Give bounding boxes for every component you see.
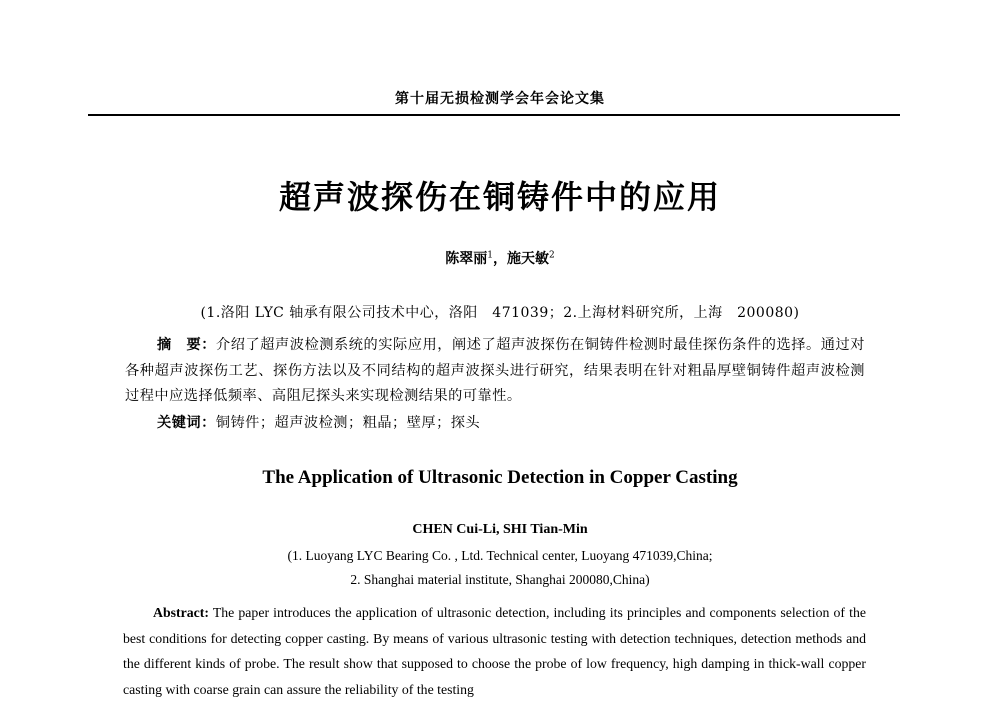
authors-cn: [0, 248, 1000, 268]
affiliation-en-line-2: 2. Shanghai material institute, Shanghai 200080,China): [350, 572, 650, 587]
abstract-text-cn: 介绍了超声波检测系统的实际应用，阐述了超声波探伤在铜铸件检测时最佳探伤条件的选择。通过对各种超声波探伤工艺、探伤方法以及不同结构的超声波探头进行研究，结果表明在针对粗晶厚壁铜铸件超声波检测过程中应选择低频率、高阻尼探头来实现检测结果的可靠性。: [125, 337, 865, 404]
affiliation-en: [0, 544, 1000, 592]
author-2-marker: 2: [549, 250, 555, 261]
abstract-en: [123, 600, 866, 702]
authors-en: CHEN Cui-Li, SHI Tian-Min: [412, 522, 588, 537]
affiliation-cn: (1.洛阳 LYC 轴承有限公司技术中心，洛阳 471039；2.上海材料研究所，上海 200080): [200, 305, 800, 321]
paper-title-cn: 超声波探伤在铜铸件中的应用: [278, 178, 721, 216]
abstract-text-en: The paper introduces the application of ultrasonic detection, including its principles and components selection of the best conditions for detecting copper casting. By means of various ultrasonic testing with detection techniques, detection methods and the different kinds of probe. The result show that supposed to choose the probe of low frequency, high damping in thick-wall copper casting with coarse grain can assure the reliability of the testing: [123, 605, 866, 697]
keywords-label-cn: 关键词：: [157, 415, 216, 431]
header-rule: [88, 114, 900, 116]
author-1-marker: 1: [487, 250, 493, 261]
keywords-cn: [157, 412, 857, 432]
author-2-cn: 施天敏: [507, 251, 549, 267]
author-separator: ，: [493, 251, 507, 267]
running-header: 第十届无损检测学会年会论文集: [395, 91, 605, 107]
abstract-cn: [125, 333, 865, 410]
paper-title-en: The Application of Ultrasonic Detection in Copper Casting: [262, 467, 738, 488]
keywords-text-cn: 铜铸件；超声波检测；粗晶；壁厚；探头: [215, 415, 481, 431]
author-1-cn: 陈翠丽: [445, 251, 488, 267]
abstract-label-cn: 摘 要：: [157, 337, 217, 353]
abstract-label-en: Abstract:: [153, 605, 209, 620]
affiliation-en-line-1: (1. Luoyang LYC Bearing Co. , Ltd. Technical center, Luoyang 471039,China;: [287, 548, 713, 563]
